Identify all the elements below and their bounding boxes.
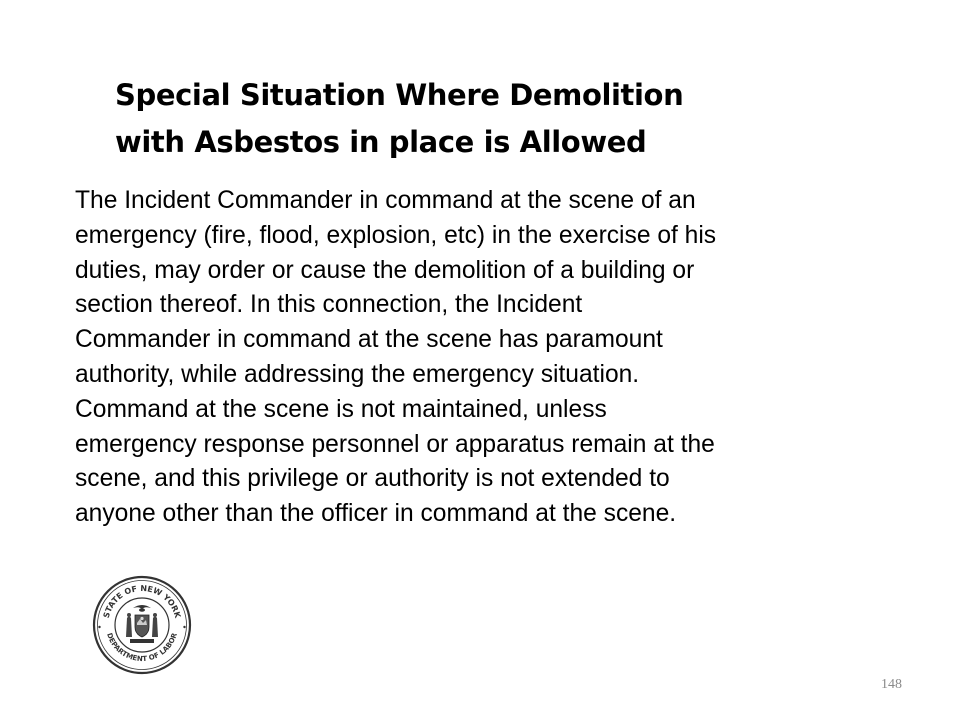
page-number: 148: [881, 677, 902, 692]
body-line-4: section thereof. In this connection, the Incident: [75, 291, 583, 319]
svg-text:STATE OF NEW YORK: [102, 584, 183, 620]
body-line-7: Command at the scene is not maintained, unless: [75, 395, 607, 423]
slide-title-line-2: with Asbestos in place is Allowed: [115, 125, 647, 159]
seal-bottom-text: DEPARTMENT OF LABOR: [105, 631, 179, 664]
body-line-9: scene, and this privilege or authority is not extended to: [75, 465, 670, 493]
body-line-8: emergency response personnel or apparatus remain at the: [75, 430, 715, 458]
slide-body-paragraph: [75, 184, 915, 532]
slide-title: [115, 72, 895, 166]
slide-title-line-1: Special Situation Where Demolition: [115, 78, 684, 112]
body-line-10: anyone other than the officer in command at the scene.: [75, 500, 677, 528]
body-line-1: The Incident Commander in command at the scene of an: [75, 187, 696, 214]
body-line-3: duties, may order or cause the demolition of a building or: [75, 256, 695, 284]
seal-top-text: STATE OF NEW YORK: [101, 583, 183, 620]
body-line-2: emergency (fire, flood, explosion, etc) in the exercise of his: [75, 221, 717, 249]
body-line-6: authority, while addressing the emergency situation.: [75, 360, 640, 388]
department-of-labor-seal-icon: [92, 575, 192, 675]
body-line-5: Commander in command at the scene has paramount: [75, 326, 663, 354]
